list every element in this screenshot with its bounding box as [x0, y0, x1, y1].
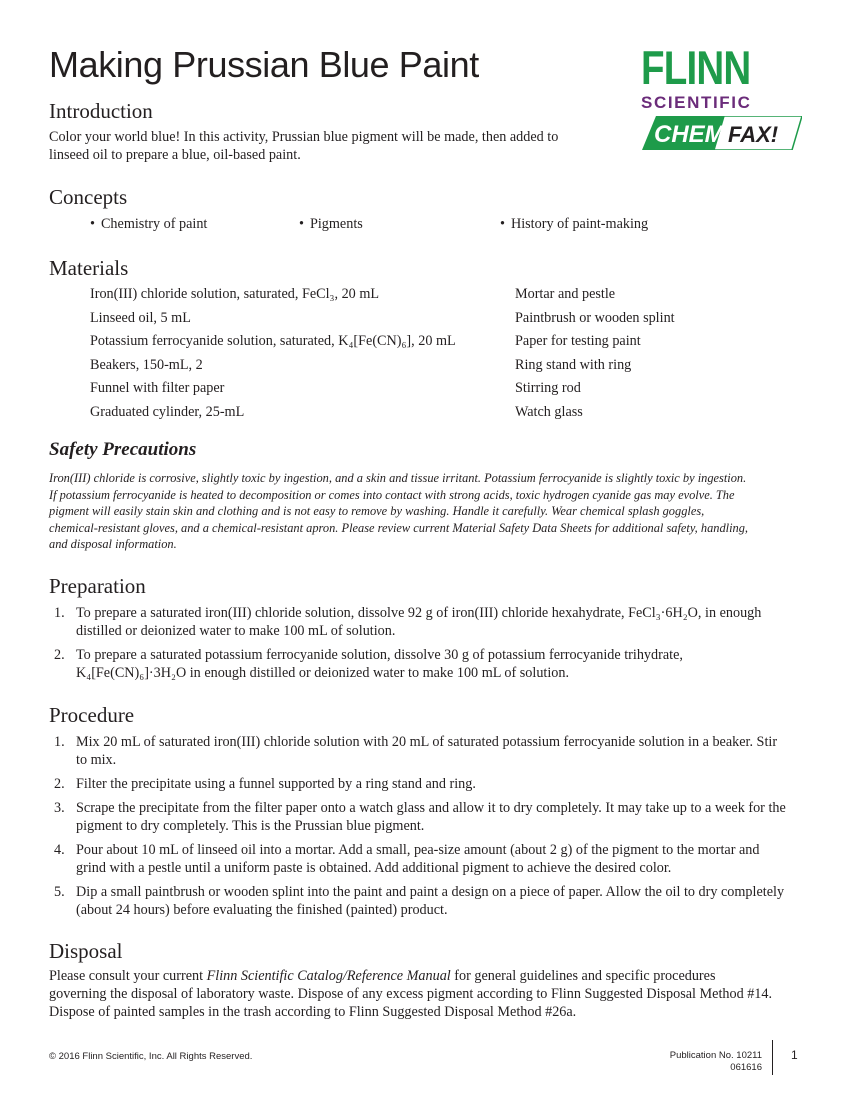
safety-heading: Safety Precautions: [49, 439, 197, 460]
catalog-reference: Flinn Scientific Catalog/Reference Manual: [206, 968, 451, 984]
step-text: Mix 20 mL of saturated iron(III) chloride solution with 20 mL of saturated potassium ferrocyanide solution in a beaker. Stir to mix.: [76, 734, 778, 768]
publication-info: [670, 1050, 762, 1074]
material-item: Funnel with filter paper: [90, 380, 225, 396]
step-text: Scrape the precipitate from the filter paper onto a watch glass and allow it to dry completely. It may take up to a week for the pigment to dry completely. This is the Prussian blue pigment.: [76, 800, 786, 834]
material-item: Paintbrush or wooden splint: [515, 310, 675, 326]
list-item: 1. To prepare a saturated iron(III) chloride solution, dissolve 92 g of iron(III) chloride hexahydrate, FeCl₃·6H₂O, in enough distilled or deionized water to make 100 mL of solution.: [54, 605, 762, 639]
concept-item: [500, 216, 648, 233]
preparation-heading: Preparation: [49, 574, 146, 598]
publication-number: Publication No. 10211: [669, 1050, 762, 1061]
bullet-icon: •: [90, 216, 95, 232]
concept-item: [299, 216, 363, 233]
concept-item-label: Chemistry of paint: [100, 216, 208, 232]
concept-item-label: Pigments: [309, 216, 363, 232]
material-item: Paper for testing paint: [515, 333, 641, 349]
material-item: Linseed oil, 5 mL: [90, 310, 191, 326]
step-text: Pour about 10 mL of linseed oil into a mortar. Add a small, pea-size amount (about 2 g) of the pigment to the mortar and grind with a pestle until a uniform paste is obtained. Add additional pigment to achieve the desired color.: [76, 842, 760, 876]
concept-item-label: History of paint-making: [510, 216, 649, 232]
logo-flinn-text: FLINN: [641, 41, 751, 94]
logo-scientific-text: SCIENTIFIC: [641, 93, 752, 112]
list-item: 2. To prepare a saturated potassium ferrocyanide solution, dissolve 30 g of potassium ferrocyanide trihydrate, K₄[Fe(CN)₆]·3H₂O in enough distilled or deionized water to make 100 mL of solution.: [54, 647, 683, 681]
disposal-text-part: Please consult your current: [49, 968, 207, 984]
introduction-heading: Introduction: [49, 99, 153, 123]
step-text: Filter the precipitate using a funnel supported by a ring stand and ring.: [76, 776, 476, 792]
page-number: 1: [791, 1048, 798, 1062]
preparation-steps: [49, 604, 789, 682]
list-item: 5. Dip a small paintbrush or wooden splint into the paint and paint a design on a piece of paper. Allow the oil to dry completely (about 24 hours) before evaluating the finished (painted) product.: [54, 884, 785, 918]
step-text: To prepare a saturated iron(III) chloride solution, dissolve 92 g of iron(III) chloride hexahydrate, FeCl₃·6H₂O, in enough distilled or deionized water to make 100 mL of solution.: [76, 605, 762, 639]
list-item: 1. Mix 20 mL of saturated iron(III) chloride solution with 20 mL of saturated potassium ferrocyanide solution in a beaker. Stir to mix.: [54, 734, 778, 768]
disposal-text-part: for general guidelines and specific procedures governing the disposal of laboratory waste. Dispose of any excess pigment according to Flinn Suggested Disposal Method #14. Dispose of painted samples in the trash according to Flinn Suggested Disposal Method #26a.: [49, 968, 773, 1020]
material-item: Beakers, 150-mL, 2: [90, 357, 203, 373]
logo-fax-text: FAX!: [728, 122, 779, 147]
material-item: Watch glass: [515, 404, 583, 420]
flinn-scientific-chemfax-logo: [640, 41, 802, 150]
materials-heading: Materials: [49, 256, 129, 280]
safety-text: Iron(III) chloride is corrosive, slightly toxic by ingestion, and a skin and tissue irritant. Potassium ferrocyanide is slightly toxic by ingestion. If potassium ferrocyanide is heated to decomposition or comes into contact with strong acids, toxic hydrogen cyanide gas may evolve. The pigment will easily stain skin and clothing and is not easy to remove by washing. Handle it carefully. Wear chemical splash goggles, chemical-resistant gloves, and a chemical-resistant apron. Please review current Material Safety Data Sheets for additional safety, handling, and disposal information.: [49, 471, 749, 551]
logo-chem-text: CHEM: [654, 121, 725, 148]
introduction-text: Color your world blue! In this activity, Prussian blue pigment will be made, then added to linseed oil to prepare a blue, oil-based paint.: [49, 129, 559, 163]
step-text: To prepare a saturated potassium ferrocyanide solution, dissolve 30 g of potassium ferrocyanide trihydrate, K₄[Fe(CN)₆]·3H₂O in enough distilled or deionized water to make 100 mL of solution.: [76, 647, 683, 681]
logo-chemfax-badge: [642, 116, 792, 148]
material-item: Stirring rod: [515, 380, 581, 396]
concept-item: [90, 216, 207, 233]
copyright: © 2016 Flinn Scientific, Inc. All Rights Reserved.: [49, 1051, 253, 1062]
material-item: Potassium ferrocyanide solution, saturated, K₄[Fe(CN)₆], 20 mL: [90, 333, 456, 349]
material-item: Ring stand with ring: [515, 357, 632, 373]
disposal-heading: Disposal: [49, 939, 123, 963]
list-item: 3. Scrape the precipitate from the filter paper onto a watch glass and allow it to dry completely. It may take up to a week for the pigment to dry completely. This is the Prussian blue pigment.: [54, 800, 786, 834]
footer-divider: [772, 1040, 773, 1075]
disposal-text: [49, 967, 774, 1021]
bullet-icon: •: [500, 216, 505, 232]
material-item: Graduated cylinder, 25-mL: [90, 404, 245, 420]
publication-code: 061616: [730, 1062, 762, 1073]
page-title: Making Prussian Blue Paint: [49, 44, 479, 85]
step-text: Dip a small paintbrush or wooden splint into the paint and paint a design on a piece of paper. Allow the oil to dry completely (about 24 hours) before evaluating the finished (painted) product.: [76, 884, 785, 918]
concepts-heading: Concepts: [49, 185, 128, 209]
list-item: 4. Pour about 10 mL of linseed oil into a mortar. Add a small, pea-size amount (about 2 g) of the pigment to the mortar and grind with a pestle until a uniform paste is obtained. Add additional pigment to achieve the desired color.: [54, 842, 760, 876]
bullet-icon: •: [299, 216, 304, 232]
material-item: Iron(III) chloride solution, saturated, FeCl₃, 20 mL: [90, 286, 380, 302]
material-item: Mortar and pestle: [515, 286, 616, 302]
procedure-steps: [49, 733, 789, 919]
list-item: 2. Filter the precipitate using a funnel supported by a ring stand and ring.: [54, 776, 476, 792]
procedure-heading: Procedure: [49, 703, 135, 727]
